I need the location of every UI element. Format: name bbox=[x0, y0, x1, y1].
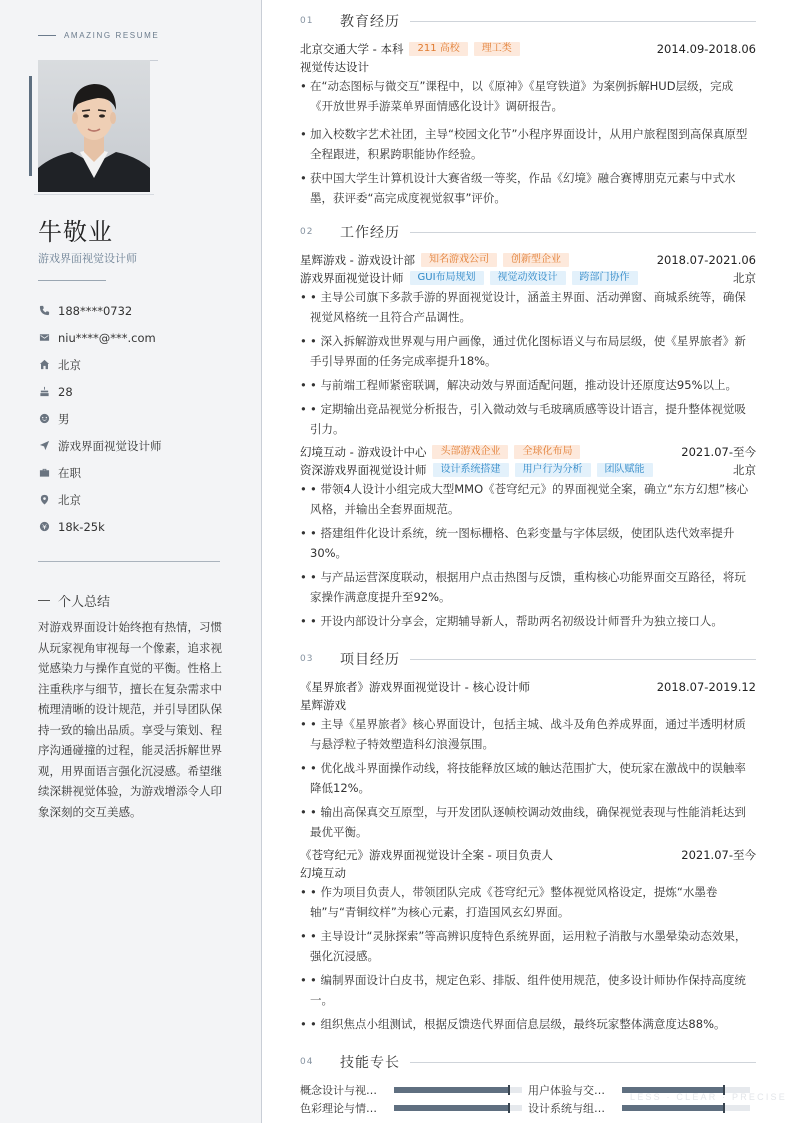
list-item: • 加入校数字艺术社团，主导“校园文化节”小程序界面设计，从用户旅程图到高保真原型全程跟进，积累跨职能协作经验。 bbox=[300, 127, 748, 161]
project-dates: 2021.07-至今 bbox=[681, 848, 756, 862]
projects-heading bbox=[300, 649, 756, 669]
section-number: 04 bbox=[300, 1057, 314, 1067]
section-line bbox=[410, 21, 756, 22]
list-item: • • 组织焦点小组测试，根据反馈迭代界面信息层级，最终玩家整体满意度达88%。 bbox=[300, 1017, 726, 1031]
job-company: 幻境互动 - 游戏设计中心 bbox=[300, 445, 427, 459]
job-company-row bbox=[300, 443, 756, 461]
list-item: • • 优化战斗界面操作动线，将技能释放区域的触达范围扩大，使玩家在激战中的误触率降低12%。 bbox=[300, 761, 746, 795]
project-dates: 2018.07-2019.12 bbox=[656, 680, 756, 694]
section-line bbox=[410, 1062, 756, 1063]
project-company-row bbox=[300, 696, 756, 714]
project-bullets bbox=[300, 882, 756, 1034]
company-tag: 知名游戏公司 bbox=[421, 253, 497, 267]
contact-info bbox=[38, 297, 162, 540]
skill-name: 用户体验与交… bbox=[528, 1084, 605, 1097]
info-age bbox=[38, 378, 162, 405]
project-company: 幻境互动 bbox=[300, 866, 346, 880]
avatar-photo bbox=[38, 60, 150, 192]
watermark: LESS · CLEAR · PRECISE bbox=[630, 1092, 787, 1102]
phone-icon bbox=[38, 305, 50, 317]
candidate-name: 牛敬业 bbox=[38, 218, 113, 246]
list-item: • • 输出高保真交互原型，与开发团队逐帧校调动效曲线，确保视觉表现与性能消耗达到最优平衡。 bbox=[300, 805, 746, 839]
briefcase-icon bbox=[38, 467, 50, 479]
section-title: 技能专长 bbox=[340, 1055, 400, 1071]
company-tag: 全球化布局 bbox=[514, 445, 580, 459]
skill-bar bbox=[394, 1105, 522, 1111]
work-job-2 bbox=[300, 443, 756, 631]
skill-bar-fill bbox=[394, 1087, 509, 1093]
skill-bar-marker bbox=[508, 1103, 510, 1113]
skill-item bbox=[300, 1100, 528, 1116]
info-salary bbox=[38, 513, 162, 540]
skill-tag: GUI布局规划 bbox=[410, 271, 484, 285]
skill-item bbox=[300, 1082, 528, 1098]
info-home bbox=[38, 351, 162, 378]
list-item: • • 主导设计“灵脉探索”等高辨识度特色系统界面，运用粒子消散与水墨晕染动态效果，强化沉浸感。 bbox=[300, 929, 747, 963]
skill-name: 设计系统与组… bbox=[528, 1102, 605, 1115]
summary-heading bbox=[38, 591, 110, 610]
info-divider bbox=[38, 561, 220, 562]
education-heading bbox=[300, 11, 756, 31]
job-position-row bbox=[300, 269, 756, 287]
project-name-row bbox=[300, 846, 756, 864]
education-school-row bbox=[300, 40, 756, 58]
name-divider bbox=[38, 280, 106, 281]
skill-bar-marker bbox=[508, 1085, 510, 1095]
skill-bar-fill bbox=[622, 1105, 724, 1111]
list-item: • • 带领4人设计小组完成大型MMO《苍穹纪元》的界面视觉全案，确立“东方幻想”核心风格，并输出全套界面规范。 bbox=[300, 482, 749, 516]
list-item: • • 编制界面设计白皮书，规定色彩、排版、组件使用规范，使多设计师协作保持高度统一。 bbox=[300, 973, 746, 1007]
major: 视觉传达设计 bbox=[300, 60, 369, 74]
home-icon bbox=[38, 359, 50, 371]
section-number: 01 bbox=[300, 16, 314, 26]
salary-text: 18k-25k bbox=[58, 519, 105, 534]
skills-heading bbox=[300, 1052, 756, 1072]
job-bullets bbox=[300, 479, 756, 631]
section-line bbox=[410, 232, 756, 233]
project-company-row bbox=[300, 864, 756, 882]
summary-title: 个人总结 bbox=[58, 595, 111, 610]
skill-bar bbox=[622, 1105, 750, 1111]
job-company-row bbox=[300, 251, 756, 269]
info-gender bbox=[38, 405, 162, 432]
status-text: 在职 bbox=[58, 465, 81, 480]
skill-bar bbox=[394, 1087, 522, 1093]
project-name: 《星界旅者》游戏界面视觉设计 - 核心设计师 bbox=[300, 680, 530, 694]
section-number: 02 bbox=[300, 227, 314, 237]
email-text: niu****@***.com bbox=[58, 330, 156, 345]
list-item: • 获中国大学生计算机设计大赛省级一等奖，作品《幻境》融合赛博朋克元素与中式水墨，获评委“高完成度视觉叙事”评价。 bbox=[300, 171, 736, 205]
skill-bar-fill bbox=[394, 1105, 509, 1111]
list-item: • • 深入拆解游戏世界观与用户画像，通过优化图标语义与布局层级，使《星界旅者》新手引导界面的任务完成率提升18%。 bbox=[300, 334, 746, 368]
list-item: • 在“动态图标与微交互”课程中，以《原神》《星穹铁道》为案例拆解HUD层级，完成《开放世界手游菜单界面情感化设计》调研报告。 bbox=[300, 79, 734, 113]
summary-dash bbox=[38, 600, 50, 601]
info-status bbox=[38, 459, 162, 486]
skill-item bbox=[528, 1100, 756, 1116]
info-target-role bbox=[38, 432, 162, 459]
company-tag: 头部游戏企业 bbox=[432, 445, 508, 459]
cake-icon bbox=[38, 386, 50, 398]
brand-line bbox=[38, 35, 56, 36]
skill-bar-marker bbox=[723, 1103, 725, 1113]
education-bullets bbox=[300, 76, 756, 208]
mail-icon bbox=[38, 332, 50, 344]
job-dates: 2018.07-2021.06 bbox=[656, 253, 756, 267]
school-tag: 理工类 bbox=[474, 42, 520, 56]
project-name-row bbox=[300, 678, 756, 696]
summary-text: 对游戏界面设计始终抱有热情，习惯从玩家视角审视每一个像素，追求视觉感染力与操作直觉的平衡。性格上注重秩序与细节，擅长在复杂需求中梳理清晰的设计规范，并引导团队保持一致的输出品质。享受与策划、程序沟通碰撞的过程，能灵活拆解世界观，用界面语言强化沉浸感。希望继续深耕视觉体验，为游戏增添令人印象深刻的交互美感。 bbox=[38, 620, 222, 819]
work-job-1 bbox=[300, 251, 756, 439]
job-position: 游戏界面视觉设计师 bbox=[300, 271, 404, 285]
info-phone bbox=[38, 297, 162, 324]
target-role-text: 游戏界面视觉设计师 bbox=[58, 438, 162, 453]
education-dates: 2014.09-2018.06 bbox=[656, 42, 756, 56]
location-text: 北京 bbox=[58, 492, 81, 507]
info-email bbox=[38, 324, 162, 351]
job-position-row bbox=[300, 461, 756, 479]
section-title: 工作经历 bbox=[340, 225, 400, 241]
section-line bbox=[410, 659, 756, 660]
project-1 bbox=[300, 678, 756, 842]
photo-frame-bottom bbox=[34, 194, 154, 195]
project-2 bbox=[300, 846, 756, 1034]
project-bullets bbox=[300, 714, 756, 842]
section-title: 项目经历 bbox=[340, 652, 400, 668]
job-city: 北京 bbox=[733, 271, 756, 285]
photo-frame-accent bbox=[29, 76, 32, 176]
salary-icon bbox=[38, 521, 50, 533]
section-title: 教育经历 bbox=[340, 14, 400, 30]
list-item: • • 作为项目负责人，带领团队完成《苍穹纪元》整体视觉风格设定，提炼“水墨卷轴”与“青铜纹样”为核心元素，打造国风玄幻界面。 bbox=[300, 885, 718, 919]
location-pin-icon bbox=[38, 494, 50, 506]
skill-tag: 用户行为分析 bbox=[515, 463, 591, 477]
skill-tag: 跨部门协作 bbox=[572, 271, 638, 285]
job-company: 星辉游戏 - 游戏设计部 bbox=[300, 253, 415, 267]
candidate-role: 游戏界面视觉设计师 bbox=[38, 252, 137, 265]
job-position: 资深游戏界面视觉设计师 bbox=[300, 463, 427, 477]
job-city: 北京 bbox=[733, 463, 756, 477]
face-icon bbox=[38, 413, 50, 425]
age-text: 28 bbox=[58, 384, 73, 399]
skill-tag: 视觉动效设计 bbox=[490, 271, 566, 285]
school-tag: 211 高校 bbox=[409, 42, 467, 56]
work-heading bbox=[300, 222, 756, 242]
job-bullets bbox=[300, 287, 756, 439]
project-name: 《苍穹纪元》游戏界面视觉设计全案 - 项目负责人 bbox=[300, 848, 553, 862]
brand-text: AMAZING RESUME bbox=[64, 31, 160, 40]
job-dates: 2021.07-至今 bbox=[681, 445, 756, 459]
skill-tag: 团队赋能 bbox=[597, 463, 653, 477]
skill-name: 色彩理论与情… bbox=[300, 1102, 377, 1115]
brand bbox=[38, 31, 159, 40]
skill-tag: 设计系统搭建 bbox=[433, 463, 509, 477]
home-text: 北京 bbox=[58, 357, 81, 372]
info-location bbox=[38, 486, 162, 513]
list-item: • • 定期输出竞品视觉分析报告，引入微动效与毛玻璃质感等设计语言，提升整体视觉吸引力。 bbox=[300, 402, 746, 436]
list-item: • • 主导《星界旅者》核心界面设计，包括主城、战斗及角色养成界面，通过半透明材质与悬浮粒子特效塑造科幻浪漫氛围。 bbox=[300, 717, 746, 751]
send-icon bbox=[38, 440, 50, 452]
education-block bbox=[300, 40, 756, 208]
section-number: 03 bbox=[300, 654, 314, 664]
skill-name: 概念设计与视… bbox=[300, 1084, 377, 1097]
school-name: 北京交通大学 - 本科 bbox=[300, 42, 404, 56]
phone-text: 188****0732 bbox=[58, 303, 133, 318]
list-item: • • 开设内部设计分享会，定期辅导新人，帮助两名初级设计师晋升为独立接口人。 bbox=[300, 614, 723, 628]
gender-text: 男 bbox=[58, 411, 70, 426]
education-major-row bbox=[300, 58, 756, 76]
list-item: • • 搭建组件化设计系统，统一图标栅格、色彩变量与字体层级，使团队迭代效率提升30%。 bbox=[300, 526, 735, 560]
list-item: • • 与前端工程师紧密联调，解决动效与界面适配问题，推动设计还原度达95%以上。 bbox=[300, 378, 737, 392]
project-company: 星辉游戏 bbox=[300, 698, 346, 712]
list-item: • • 与产品运营深度联动，根据用户点击热图与反馈，重构核心功能界面交互路径，将玩家操作满意度提升至92%。 bbox=[300, 570, 746, 604]
list-item: • • 主导公司旗下多款手游的界面视觉设计，涵盖主界面、活动弹窗、商城系统等，确保视觉风格统一且符合产品调性。 bbox=[300, 290, 746, 324]
avatar bbox=[38, 60, 150, 192]
company-tag: 创新型企业 bbox=[503, 253, 569, 267]
